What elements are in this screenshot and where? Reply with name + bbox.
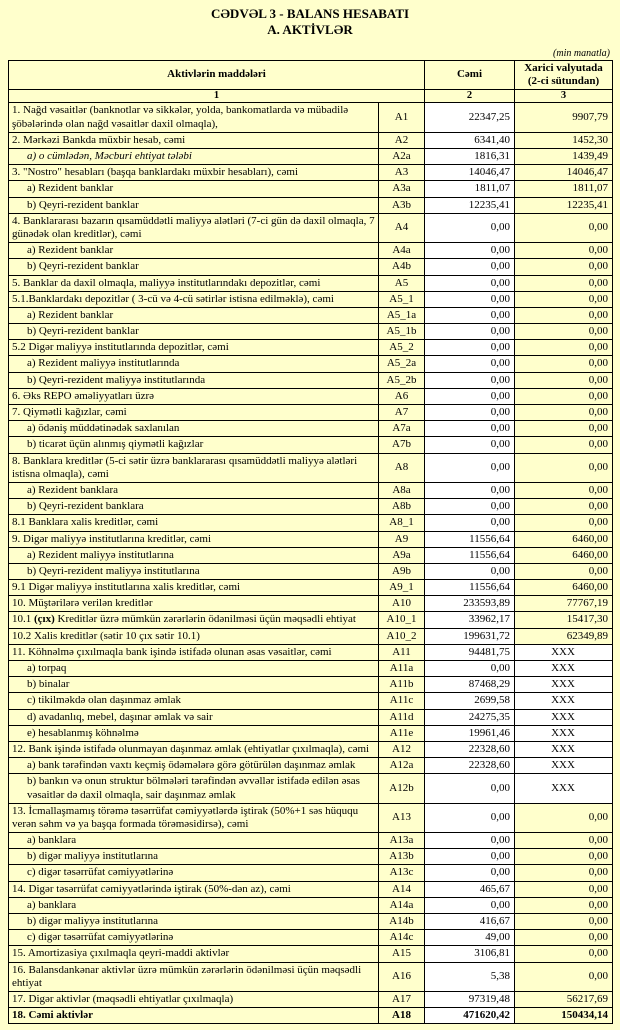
table-row [9,388,613,404]
value-foreign: 62349,89 [515,628,613,644]
table-row [9,991,613,1007]
item-label: 14. Digər təsərrüfat cəmiyyətlərində iştirak (50%-dən az), cəmi [9,881,379,897]
item-label: 13. İcmallaşmamış törəmə təsərrüfat cəmiyyətlərdə iştirak (50%+1 səs hüququ verən səhm və ya başqa formada törəməsidirsə), cəmi [9,803,379,832]
header-total: Cəmi [425,60,515,89]
value-total: 0,00 [425,897,515,913]
value-total: 0,00 [425,405,515,421]
value-total: 0,00 [425,388,515,404]
item-label: e) hesablanmış köhnəlmə [9,725,379,741]
item-code: A5_2 [379,340,425,356]
table-row [9,482,613,498]
item-label: 5. Banklar da daxil olmaqla, maliyyə institutlarındakı depozitlər, cəmi [9,275,379,291]
value-total: 0,00 [425,356,515,372]
item-code: A8_1 [379,515,425,531]
value-foreign: 77767,19 [515,596,613,612]
table-row [9,243,613,259]
item-code: A12b [379,774,425,803]
value-foreign: 150434,14 [515,1008,613,1024]
table-row [9,132,613,148]
value-total: 6341,40 [425,132,515,148]
value-total: 14046,47 [425,165,515,181]
value-foreign: 0,00 [515,881,613,897]
title-line1: CƏDVƏL 3 - BALANS HESABATI [210,6,410,21]
item-label: a) Rezident banklar [9,243,379,259]
item-label: 2. Mərkəzi Bankda müxbir hesab, cəmi [9,132,379,148]
table-row [9,437,613,453]
value-foreign: 0,00 [515,307,613,323]
value-total: 97319,48 [425,991,515,1007]
value-total: 0,00 [425,803,515,832]
value-total: 11556,64 [425,531,515,547]
value-total: 233593,89 [425,596,515,612]
value-foreign: 9907,79 [515,103,613,132]
value-total: 87468,29 [425,677,515,693]
item-label: c) digər təsərrüfat cəmiyyətlərinə [9,930,379,946]
value-foreign: XXX [515,758,613,774]
value-foreign: 15417,30 [515,612,613,628]
value-total: 0,00 [425,849,515,865]
table-row [9,307,613,323]
value-total: 0,00 [425,563,515,579]
value-total: 33962,17 [425,612,515,628]
value-total: 465,67 [425,881,515,897]
value-foreign: 0,00 [515,563,613,579]
value-foreign: 0,00 [515,962,613,991]
value-foreign: 0,00 [515,833,613,849]
value-total: 2699,58 [425,693,515,709]
value-foreign: XXX [515,644,613,660]
item-code: A13b [379,849,425,865]
value-total: 22347,25 [425,103,515,132]
value-total: 0,00 [425,213,515,242]
value-total: 49,00 [425,930,515,946]
value-total: 19961,46 [425,725,515,741]
value-foreign: 0,00 [515,421,613,437]
item-code: A4 [379,213,425,242]
table-row [9,165,613,181]
value-total: 1816,31 [425,149,515,165]
value-total: 0,00 [425,453,515,482]
header-num-items: 1 [9,89,425,103]
value-foreign: 12235,41 [515,197,613,213]
table-row [9,499,613,515]
value-foreign: 1439,49 [515,149,613,165]
value-foreign: XXX [515,661,613,677]
table-body [9,103,613,1024]
value-foreign: 0,00 [515,259,613,275]
balance-table [8,60,613,1025]
header-row [9,60,613,89]
table-row [9,453,613,482]
item-label: b) Qeyri-rezident maliyyə institutlarına [9,563,379,579]
item-code: A11d [379,709,425,725]
page-title [8,6,612,39]
table-row [9,709,613,725]
value-total: 11556,64 [425,547,515,563]
item-code: A8b [379,499,425,515]
value-foreign: 0,00 [515,372,613,388]
value-total: 0,00 [425,774,515,803]
table-row [9,531,613,547]
value-foreign: 0,00 [515,388,613,404]
item-label: a) o cümlədən, Məcburi ehtiyat tələbi [9,149,379,165]
header-foreign: Xarici valyutada (2-ci sütundan) [515,60,613,89]
item-code: A5_1b [379,324,425,340]
item-label: 15. Amortizasiya çıxılmaqla qeyri-maddi aktivlər [9,946,379,962]
item-label: 10.1 (çıx) Kreditlər üzrə mümkün zərərlərin ödənilməsi üçün məqsədli ehtiyat [9,612,379,628]
item-label: 10. Müştərilərə verilən kreditlər [9,596,379,612]
item-label: a) torpaq [9,661,379,677]
table-row [9,563,613,579]
table-row [9,149,613,165]
value-foreign: XXX [515,774,613,803]
table-row [9,612,613,628]
value-total: 416,67 [425,914,515,930]
value-foreign: 0,00 [515,499,613,515]
item-label: 11. Köhnəlmə çıxılmaqla bank işində istifadə olunan əsas vəsaitlər, cəmi [9,644,379,660]
item-code: A11c [379,693,425,709]
table-row [9,1008,613,1024]
value-foreign: 0,00 [515,453,613,482]
table-row [9,661,613,677]
item-label: 16. Balansdankənar aktivlər üzrə mümkün zərərlərin ödənilməsi üçün məqsədli ehtiyat [9,962,379,991]
item-code: A11a [379,661,425,677]
value-total: 0,00 [425,324,515,340]
value-foreign: XXX [515,741,613,757]
table-row [9,340,613,356]
item-label: a) bank tərəfindən vaxtı keçmiş ödəmələrə görə götürülən daşınmaz əmlak [9,758,379,774]
header-number-row [9,89,613,103]
value-foreign: XXX [515,725,613,741]
value-total: 3106,81 [425,946,515,962]
item-code: A9_1 [379,580,425,596]
item-label: d) avadanlıq, mebel, daşınar əmlak və sair [9,709,379,725]
item-code: A13c [379,865,425,881]
table-row [9,421,613,437]
table-row [9,372,613,388]
table-row [9,103,613,132]
value-foreign: 0,00 [515,930,613,946]
item-code: A12 [379,741,425,757]
item-code: A5 [379,275,425,291]
value-foreign: 0,00 [515,213,613,242]
value-total: 0,00 [425,437,515,453]
item-label: a) Rezident banklara [9,482,379,498]
value-foreign: 0,00 [515,803,613,832]
item-label: b) binalar [9,677,379,693]
item-code: A7b [379,437,425,453]
value-foreign: 0,00 [515,324,613,340]
table-row [9,881,613,897]
value-total: 0,00 [425,340,515,356]
item-label: 7. Qiymətli kağızlar, cəmi [9,405,379,421]
table-row [9,181,613,197]
table-row [9,914,613,930]
value-foreign: XXX [515,693,613,709]
value-total: 0,00 [425,421,515,437]
value-total: 0,00 [425,275,515,291]
item-code: A10_1 [379,612,425,628]
item-label: 6. Əks REPO əməliyyatları üzrə [9,388,379,404]
item-code: A5_2a [379,356,425,372]
item-label: b) Qeyri-rezident banklar [9,324,379,340]
table-row [9,405,613,421]
item-label: b) bankın və onun struktur bölmələri tərəfindən əvvəllər istifadə edilən əsas vəsaitlər də daxil olmaqla, sair daşınmaz əmlak [9,774,379,803]
value-foreign: 0,00 [515,405,613,421]
item-label: 3. "Nostro" hesabları (başqa banklardakı müxbir hesabları), cəmi [9,165,379,181]
item-label: b) Qeyri-rezident maliyyə institutlarında [9,372,379,388]
item-code: A9a [379,547,425,563]
value-foreign: 0,00 [515,482,613,498]
table-row [9,833,613,849]
table-row [9,962,613,991]
item-code: A14b [379,914,425,930]
table-row [9,291,613,307]
value-foreign: 6460,00 [515,531,613,547]
value-foreign: 0,00 [515,897,613,913]
item-code: A15 [379,946,425,962]
title-line2: A. AKTİVLƏR [267,22,353,38]
table-row [9,803,613,832]
value-foreign: 6460,00 [515,580,613,596]
item-code: A11e [379,725,425,741]
value-foreign: XXX [515,677,613,693]
item-label: 18. Cəmi aktivlər [9,1008,379,1024]
item-code: A1 [379,103,425,132]
item-code: A10_2 [379,628,425,644]
value-foreign: 56217,69 [515,991,613,1007]
item-code: A3a [379,181,425,197]
item-code: A16 [379,962,425,991]
item-label: 5.1.Banklardakı depozitlər ( 3-cü və 4-cü sətirlər istisna edilməklə), cəmi [9,291,379,307]
table-row [9,865,613,881]
value-foreign: 1452,30 [515,132,613,148]
item-code: A14a [379,897,425,913]
value-total: 0,00 [425,499,515,515]
item-code: A17 [379,991,425,1007]
value-foreign: 0,00 [515,914,613,930]
item-code: A4b [379,259,425,275]
value-total: 24275,35 [425,709,515,725]
item-code: A3 [379,165,425,181]
table-row [9,897,613,913]
value-total: 0,00 [425,833,515,849]
item-label: b) Qeyri-rezident banklar [9,197,379,213]
table-row [9,275,613,291]
value-foreign: 0,00 [515,515,613,531]
item-label: 17. Digər aktivlər (məqsədli ehtiyatlar çıxılmaqla) [9,991,379,1007]
item-label: b) digər maliyyə institutlarına [9,849,379,865]
item-code: A5_1a [379,307,425,323]
value-foreign: 0,00 [515,340,613,356]
value-total: 0,00 [425,661,515,677]
value-total: 94481,75 [425,644,515,660]
item-code: A6 [379,388,425,404]
item-label: c) digər təsərrüfat cəmiyyətlərinə [9,865,379,881]
item-code: A13 [379,803,425,832]
item-label: 1. Nağd vəsaitlər (banknotlar və sikkələr, yolda, bankomatlarda və mübadilə şöbələrində olan nağd vəsaitlər daxil olmaqla), [9,103,379,132]
value-foreign: 0,00 [515,437,613,453]
item-code: A8 [379,453,425,482]
item-label: 12. Bank işində istifadə olunmayan daşınmaz əmlak (ehtiyatlar çıxılmaqla), cəmi [9,741,379,757]
item-label: c) tikilməkdə olan daşınmaz əmlak [9,693,379,709]
item-code: A10 [379,596,425,612]
table-row [9,628,613,644]
header-items: Aktivlərin maddələri [9,60,425,89]
value-total: 199631,72 [425,628,515,644]
table-row [9,259,613,275]
item-code: A9b [379,563,425,579]
item-label: a) ödəniş müddətinədək saxlanılan [9,421,379,437]
value-foreign: 6460,00 [515,547,613,563]
table-row [9,547,613,563]
value-total: 22328,60 [425,741,515,757]
item-label: b) digər maliyyə institutlarına [9,914,379,930]
table-row [9,946,613,962]
item-label: a) Rezident maliyyə institutlarında [9,356,379,372]
table-row [9,930,613,946]
table-row [9,596,613,612]
item-label: a) banklara [9,897,379,913]
item-code: A7 [379,405,425,421]
item-label: a) banklara [9,833,379,849]
value-foreign: 0,00 [515,946,613,962]
value-total: 0,00 [425,291,515,307]
table-row [9,849,613,865]
item-label: b) Qeyri-rezident banklar [9,259,379,275]
table-row [9,758,613,774]
item-code: A14c [379,930,425,946]
value-foreign: 0,00 [515,291,613,307]
item-label: 4. Banklararası bazarın qısamüddətli maliyyə alətləri (7-ci gün də daxil olmaqla, 7 günədək olan kreditlər), cəmi [9,213,379,242]
table-row [9,644,613,660]
item-code: A14 [379,881,425,897]
item-label: 10.2 Xalis kreditlər (sətir 10 çıx sətir 10.1) [9,628,379,644]
table-row [9,677,613,693]
header-num-total: 2 [425,89,515,103]
value-foreign: 14046,47 [515,165,613,181]
table-row [9,741,613,757]
value-foreign: 0,00 [515,849,613,865]
item-code: A5_1 [379,291,425,307]
value-total: 5,38 [425,962,515,991]
table-row [9,515,613,531]
table-row [9,213,613,242]
unit-note: (min manatla) [553,47,610,59]
value-total: 12235,41 [425,197,515,213]
value-total: 0,00 [425,482,515,498]
value-total: 0,00 [425,515,515,531]
value-total: 22328,60 [425,758,515,774]
item-code: A8a [379,482,425,498]
item-code: A2 [379,132,425,148]
table-row [9,324,613,340]
value-foreign: 0,00 [515,356,613,372]
value-total: 471620,42 [425,1008,515,1024]
value-total: 0,00 [425,307,515,323]
header-num-foreign: 3 [515,89,613,103]
table-row [9,774,613,803]
value-total: 0,00 [425,259,515,275]
value-foreign: 0,00 [515,865,613,881]
item-code: A11b [379,677,425,693]
item-code: A4a [379,243,425,259]
item-code: A7a [379,421,425,437]
value-total: 0,00 [425,372,515,388]
value-foreign: 1811,07 [515,181,613,197]
table-row [9,693,613,709]
value-foreign: 0,00 [515,243,613,259]
item-code: A11 [379,644,425,660]
item-label: a) Rezident banklar [9,181,379,197]
item-label: 9. Digər maliyyə institutlarına kreditlər, cəmi [9,531,379,547]
value-total: 0,00 [425,243,515,259]
table-row [9,197,613,213]
item-code: A12a [379,758,425,774]
item-code: A18 [379,1008,425,1024]
item-label: b) Qeyri-rezident banklara [9,499,379,515]
item-code: A9 [379,531,425,547]
table-row [9,356,613,372]
item-label: b) ticarət üçün alınmış qiymətli kağızlar [9,437,379,453]
value-total: 0,00 [425,865,515,881]
table-row [9,580,613,596]
item-label: 5.2 Digər maliyyə institutlarında depozitlər, cəmi [9,340,379,356]
value-total: 1811,07 [425,181,515,197]
table-row [9,725,613,741]
item-label: 8.1 Banklara xalis kreditlər, cəmi [9,515,379,531]
value-foreign: XXX [515,709,613,725]
item-label: a) Rezident maliyyə institutlarına [9,547,379,563]
item-label: 8. Banklara kreditlər (5-ci sətir üzrə banklararası qısamüddətli maliyyə alətləri istisna olmaqla), cəmi [9,453,379,482]
item-code: A5_2b [379,372,425,388]
item-label: 9.1 Digər maliyyə institutlarına xalis kreditlər, cəmi [9,580,379,596]
item-code: A2a [379,149,425,165]
value-foreign: 0,00 [515,275,613,291]
item-code: A3b [379,197,425,213]
value-total: 11556,64 [425,580,515,596]
item-code: A13a [379,833,425,849]
item-label: a) Rezident banklar [9,307,379,323]
